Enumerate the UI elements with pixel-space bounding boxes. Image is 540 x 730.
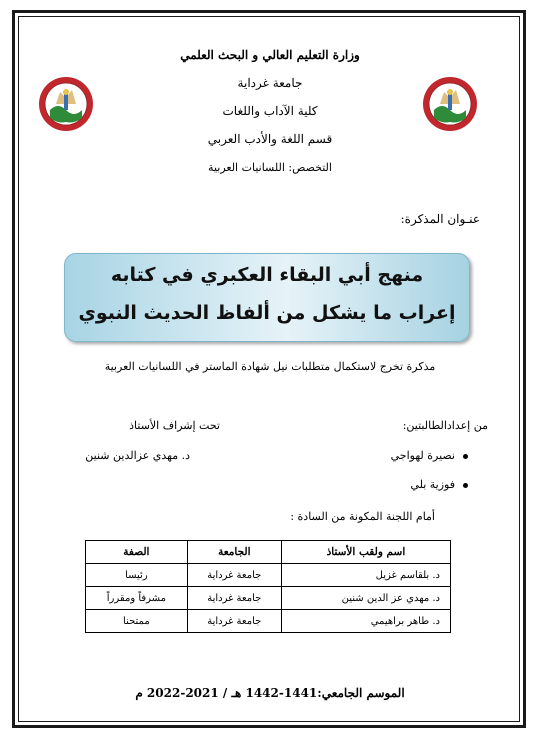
member-name: د. مهدي عز الدين شنين <box>281 587 450 610</box>
student-2 <box>410 478 468 491</box>
committee-table <box>85 540 451 633</box>
member-name: د. بلقاسم غزيل <box>281 564 450 587</box>
faculty-name: كلية الآداب واللغات <box>222 104 318 118</box>
table-row <box>86 587 451 610</box>
table-row <box>86 564 451 587</box>
university-logo-right-icon <box>422 76 478 132</box>
member-role: ممتحنا <box>86 610 188 633</box>
academic-year-label: الموسم الجامعي: <box>317 686 405 700</box>
member-role: مشرفاً ومقرراً <box>86 587 188 610</box>
university-name: جامعة غرداية <box>237 76 303 90</box>
students-label: من إعدادالطالبتين: <box>402 419 488 432</box>
department-name: قسم اللغة والأدب العربي <box>207 132 333 146</box>
header-cell: الصفة <box>86 541 188 564</box>
student-name: فوزية بلي <box>410 478 455 491</box>
committee-label: أمام اللجنة المكونة من السادة : <box>290 510 435 523</box>
supervisor-label: تحت إشراف الأستاذ <box>129 419 220 432</box>
university-logo-left-icon <box>38 76 94 132</box>
bullet-icon <box>463 454 468 459</box>
title-box <box>64 253 470 342</box>
member-university: جامعة غرداية <box>187 564 281 587</box>
member-university: جامعة غرداية <box>187 587 281 610</box>
thesis-subtitle: مذكرة تخرج لاستكمال متطلبات نيل شهادة الماستر في اللسانيات العربية <box>104 360 436 373</box>
header-cell: اسم ولقب الأستاذ <box>281 541 450 564</box>
supervisor-name: د. مهدي عزالدين شنين <box>85 449 190 462</box>
table-row <box>86 610 451 633</box>
memo-label: عنـوان المذكرة: <box>400 212 480 226</box>
title-line-2: إعراب ما يشكل من ألفاظ الحديث النبوي <box>78 302 456 324</box>
table-header-row <box>86 541 451 564</box>
member-university: جامعة غرداية <box>187 610 281 633</box>
ministry-name: وزارة التعليم العالي و البحث العلمي <box>180 48 360 62</box>
member-role: رئيسا <box>86 564 188 587</box>
member-name: د. طاهر براهيمي <box>281 610 450 633</box>
student-name: نصيرة لهواجي <box>390 449 455 462</box>
bullet-icon <box>463 483 468 488</box>
academic-year <box>110 686 430 700</box>
specialty: التخصص: اللسانيات العربية <box>208 161 332 174</box>
student-1 <box>391 449 468 462</box>
header-cell: الجامعة <box>187 541 281 564</box>
title-line-1: منهج أبي البقاء العكبري في كتابه <box>110 264 424 286</box>
academic-year-value: 1441-1442 هـ / 2021-2022 م <box>135 686 318 700</box>
